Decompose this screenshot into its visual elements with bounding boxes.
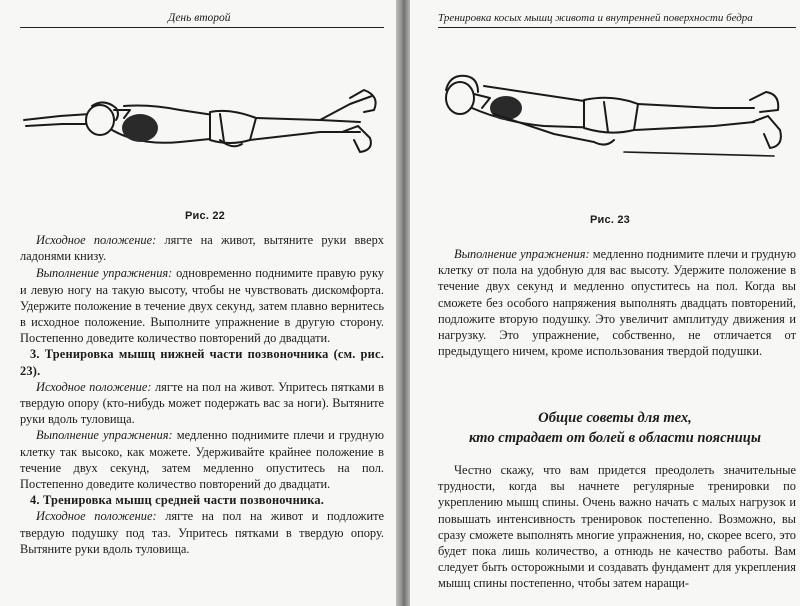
right-text-lower [438, 462, 796, 592]
right-p1-text: медленно поднимите плечи и грудную клетку от пола на удобную для вас высоту. Удержите положение в течение двух секунд и медленно опуститесь на пол. Когда вы сможете без особого напряжения выполнять двадцать повторений, подложите вторую подушку. Это увеличит амплитуду движения и нагрузку. Это упражнение, собственно, не отличается от предыдущего ничем, кроме использования твердой подушки. [438, 247, 796, 359]
left-p3 [20, 379, 384, 428]
right-page [410, 0, 800, 606]
left-p3-text: лягте на пол на живот. Упритесь пятками в твердую опору (кто-нибудь может подержать вас за ноги). Вытяните руки вдоль туловища. [20, 379, 384, 427]
section-title-line-2: кто страдает от болей в области поясницы [468, 430, 762, 446]
section-title-line-1: Общие советы для тех, [538, 410, 692, 426]
right-p1-label: Выполнение упражнения: [454, 247, 590, 261]
left-p5 [20, 508, 384, 557]
running-head-right: Тренировка косых мышц живота и внутренней поверхности бедра [438, 12, 796, 28]
right-p1 [438, 246, 796, 359]
figure-22-caption: Рис. 22 [185, 210, 225, 222]
figure-23-illustration [434, 64, 790, 174]
left-p4 [20, 427, 384, 492]
left-text-column [20, 232, 384, 557]
left-p5-label: Исходное положение: [36, 509, 157, 524]
running-head-left: День второй [20, 12, 384, 28]
left-heading-3: 3. Тренировка мышц нижней части позвоночника (см. рис. 23). [20, 347, 384, 378]
left-p4-label: Выполнение упражнения: [36, 428, 173, 443]
figure-22-illustration [20, 80, 390, 165]
section-title [440, 408, 790, 448]
book-gutter [396, 0, 410, 606]
right-p2: Честно скажу, что вам придется преодолеть значительные трудности, когда вы начнете регулярные тренировки по укреплению мышц спины. Очень важно начать с малых нагрузок и повышать интенсивность тренировок постепенно. Возможно, вы сразу сможете выполнять многие упражнения, но, скорее всего, это будет пока лишь количество, а отнюдь не качество работы. Вам следует быть осторожными и создавать фундамент для укрепления мышц спины постепенно, чтобы затем наращи- [438, 463, 796, 591]
left-p2 [20, 265, 384, 346]
left-p1-text: лягте на живот, вытяните руки вверх ладонями книзу. [20, 233, 384, 264]
left-p4-text: медленно поднимите плечи и грудную клетку так высоко, как можете. Удерживайте крайнее положение в течение двух секунд, затем медленно опуститесь на пол. Постепенно доведите количество повторений до двадцати. [20, 428, 384, 492]
left-p2-label: Выполнение упражнения: [36, 266, 173, 281]
left-p1 [20, 232, 384, 264]
left-heading-4: 4. Тренировка мышц средней части позвоночника. [30, 493, 325, 508]
left-p2-text: одновременно поднимите правую руку и левую ногу на такую высоту, чтобы не чувствовать дискомфорта. Удержите положение в течение двух секунд, затем плавно вернитесь в исходное положение. Выполните упражнение в другую сторону. Постепенно доведите количество повторений до двадцати. [20, 266, 384, 346]
left-p1-label: Исходное положение: [36, 233, 157, 247]
right-text-upper [438, 246, 796, 359]
left-page [0, 0, 396, 606]
left-p5-text: лягте на пол на живот и подложите твердую подушку под таз. Упритесь пятками в твердую опору. Вытяните руки вдоль туловища. [20, 509, 384, 556]
figure-23-caption: Рис. 23 [590, 214, 630, 226]
left-p3-label: Исходное положение: [36, 379, 152, 394]
